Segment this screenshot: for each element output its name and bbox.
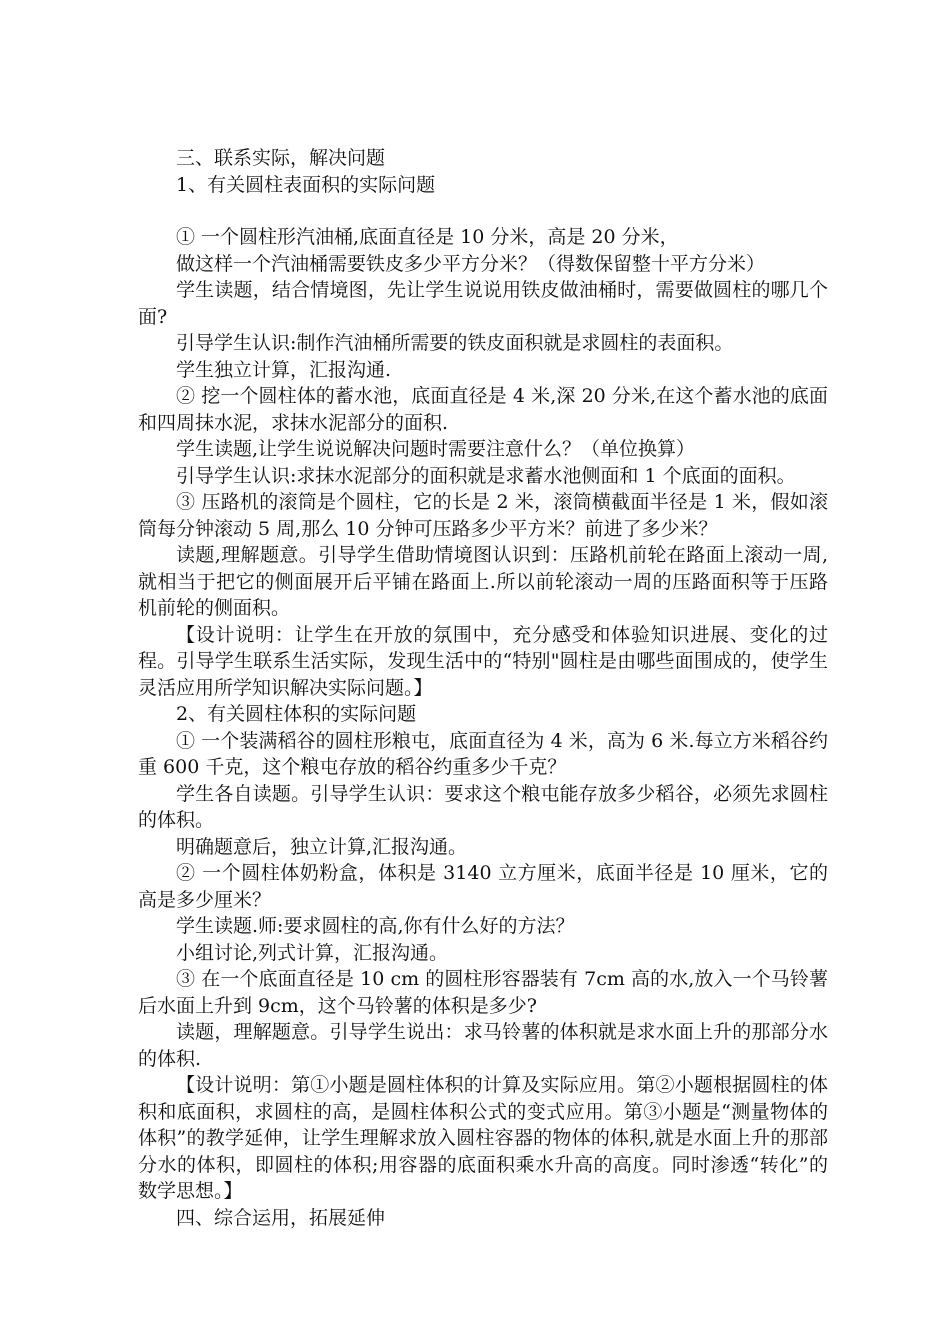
design-note: 【设计说明：让学生在开放的氛围中，充分感受和体验知识进展、变化的过程。引导学生联系生活实际，发现生活中的“特别"圆柱是由哪些面围成的，使学生灵活应用所学知识解决实际问题。】 — [138, 623, 828, 699]
paragraph: 引导学生认识:制作汽油桶所需要的铁皮面积就是求圆柱的表面积。 — [176, 332, 734, 354]
subsection-heading: 1、有关圆柱表面积的实际问题 — [176, 173, 436, 196]
paragraph: 小组讨论,列式计算，汇报沟通。 — [176, 941, 449, 964]
subsection-heading: 2、有关圆柱体积的实际问题 — [176, 703, 417, 725]
design-note: 【设计说明：第①小题是圆柱体积的计算及实际应用。第②小题根据圆柱的体积和底面积，求圆柱的高，是圆柱体积公式的变式应用。第③小题是“测量物体的体积”的教学延伸，让学生理解求放入圆柱容器的物体的体积,就是水面上升的那部分水的体积，即圆柱的体积;用容器的底面积乘水升高的高度。同时渗透“转化”的数学思想。】 — [138, 1074, 828, 1202]
paragraph: 引导学生认识:求抹水泥部分的面积就是求蓄水池侧面和 1 个底面的面积。 — [176, 464, 796, 487]
paragraph: 学生各自读题。引导学生认识：要求这个粮屯能存放多少稻谷，必须先求圆柱的体积。 — [138, 782, 828, 831]
paragraph: ③ 压路机的滚筒是个圆柱，它的长是 2 米，滚筒横截面半径是 1 米，假如滚筒每分钟滚动 5 周,那么 10 分钟可压路多少平方米？前进了多少米？ — [138, 491, 828, 540]
paragraph: 学生读题,让学生说说解决问题时需要注意什么？（单位换算） — [176, 438, 696, 460]
section-heading: 三、联系实际，解决问题 — [176, 147, 386, 169]
paragraph: ② 挖一个圆柱体的蓄水池，底面直径是 4 米,深 20 分米,在这个蓄水池的底面和四周抹水泥，求抹水泥部分的面积. — [138, 385, 828, 434]
document-page — [138, 145, 828, 1231]
paragraph: ② 一个圆柱体奶粉盒，体积是 3140 立方厘米，底面半径是 10 厘米，它的高是多少厘米？ — [138, 862, 828, 911]
paragraph: ③ 在一个底面直径是 10 cm 的圆柱形容器装有 7cm 高的水,放入一个马铃薯后水面上升到 9cm，这个马铃薯的体积是多少? — [138, 968, 828, 1017]
paragraph: 学生独立计算，汇报沟通. — [176, 358, 392, 381]
paragraph: 明确题意后，独立计算,汇报沟通。 — [176, 835, 468, 858]
paragraph: 学生读题，结合情境图，先让学生说说用铁皮做油桶时，需要做圆柱的哪几个面? — [138, 279, 828, 328]
paragraph: 学生读题.师:要求圆柱的高,你有什么好的方法？ — [176, 915, 575, 937]
paragraph: 读题,理解题意。引导学生借助情境图认识到：压路机前轮在路面上滚动一周,就相当于把它的侧面展开后平铺在路面上.所以前轮滚动一周的压路面积等于压路机前轮的侧面积。 — [138, 544, 828, 619]
paragraph: 做这样一个汽油桶需要铁皮多少平方分米？（得数保留整十平方分米） — [176, 252, 766, 275]
paragraph: 读题，理解题意。引导学生说出：求马铃薯的体积就是求水面上升的那部分水的体积. — [138, 1021, 828, 1070]
blank-line — [138, 198, 828, 224]
paragraph: ① 一个装满稻谷的圆柱形粮屯，底面直径为 4 米，高为 6 米.每立方米稻谷约重 600 千克，这个粮屯存放的稻谷约重多少千克？ — [138, 729, 828, 778]
paragraph: ① 一个圆柱形汽油桶,底面直径是 10 分米，高是 20 分米， — [176, 226, 679, 248]
section-heading: 四、综合运用，拓展延伸 — [176, 1206, 386, 1229]
